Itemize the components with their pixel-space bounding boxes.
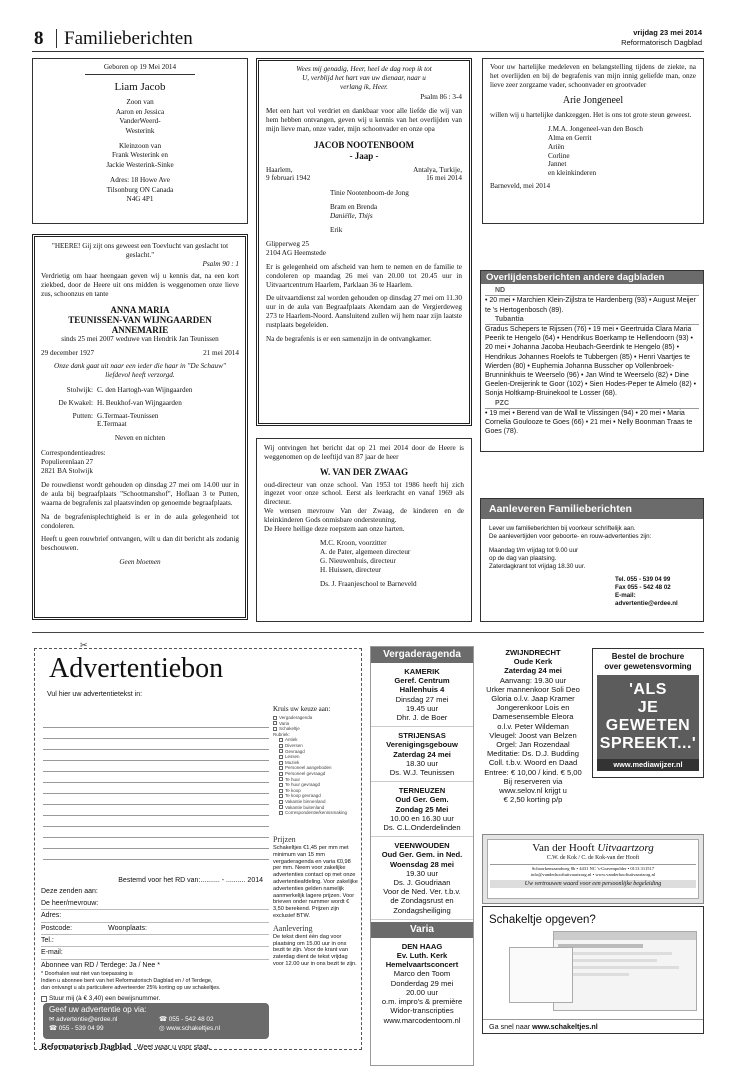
death-notice-nootenboom (256, 58, 472, 426)
choice-schakeltje[interactable]: Schakeltje (273, 726, 359, 732)
deceased-name: ANNA MARIA (110, 304, 170, 315)
family-line: Ariën (548, 142, 565, 151)
text-line: Westerink (125, 126, 155, 135)
choice-varia[interactable]: Varia (273, 721, 359, 727)
company-name: Van der Hooft Uitvaartzorg (532, 842, 654, 854)
choice-box (273, 705, 359, 816)
screenshot-illustration (553, 931, 697, 1011)
scissors-icon: ✂ (80, 640, 88, 650)
choice-diversen[interactable]: Diversen (273, 743, 359, 749)
career-text: oud-directeur van onze school. Van 1953 tot 1986 heeft hij zich ingezet voor onze school. Eerst als leerkracht en vanaf 1969 als directeur. (264, 480, 464, 507)
choice-te-koop[interactable]: Te koop (273, 788, 359, 794)
text-line: Tilsonburg ON Canada (106, 185, 174, 194)
text-line: Aaron en Jessica (115, 107, 165, 116)
choice-vakantie-buitenland[interactable]: Vakantie buitenland (273, 805, 359, 811)
text-line: 2104 AG Heemstede (266, 249, 326, 258)
death-notice-zwaag (256, 438, 472, 622)
death-notice-teunissen (32, 234, 248, 620)
thanks-text: Onze dank gaat uit naar een ieder die haar in "De Schauw" liefdevol heeft verzorgd. (54, 362, 226, 380)
lower-divider (32, 1050, 362, 1051)
page-header (32, 26, 704, 52)
text-line: De aanlevertijden voor geboorte- en rouw-advertenties zijn: (489, 533, 652, 540)
correspondence (41, 449, 239, 475)
paper-label-tubantia: Tubantia (485, 315, 699, 325)
farewell-text: Er is gelegenheid om afscheid van hem te nemen en de familie te condoleren op maandag 26 mei van 20.00 tot 20.45 uur in Uitvaartcentrum Haarlem, Parklaan 36 te Haarlem. (266, 262, 462, 289)
family-line: en kleinkinderen (548, 169, 597, 178)
brochure-cover: 'ALS JE GEWETEN SPREEKT...' (597, 675, 699, 759)
agenda-item: KAMERIK Geref. Centrum Hallenhuis 4 Dinsdag 27 mei 19.45 uur Dhr. J. de Boer (371, 663, 473, 727)
note: * Doorhalen wat niet van toepassing is (41, 971, 133, 978)
quote-reference: Psalm 90 : 1 (202, 259, 239, 268)
thanks-notice-jongeneel (482, 58, 704, 224)
birth-place: Haarlem, (266, 165, 293, 174)
birth-name: Liam Jacob (114, 81, 166, 94)
text-line: Populierenlaan 27 (41, 457, 94, 466)
text-line: Frank Westerink en (112, 151, 168, 160)
family-line: Erik (330, 225, 343, 234)
signer: G. Nieuwenhuis, directeur (320, 556, 396, 565)
note: Indien u abonnee bent van het Reformatorisch Dagblad en / of Terdege, (41, 978, 213, 985)
note: dan ontvangt u als particuliere adverteerder 25% korting op uw schakeltjes. (41, 985, 221, 992)
varia-item: DEN HAAG Ev. Luth. Kerk Hemelvaartsconcert Marco den Toom Donderdag 29 mei 20.00 uur o.m. impro's & première Widor-transcripties www.marcodentoom.nl (381, 941, 463, 1025)
widow-line: sinds 25 mei 2007 weduwe van Hendrik Jan Teunissen (61, 334, 219, 343)
text-line: op de dag van plaatsing. (489, 555, 557, 562)
death-date: 16 mei 2014 (426, 174, 462, 183)
text-line: 2821 BA Stolwijk (41, 466, 93, 475)
screenshot-illustration-2 (509, 947, 573, 1003)
via-phone: ☎ 055 - 539 04 99 (49, 1025, 104, 1032)
birth-date: 9 februari 1942 (266, 174, 311, 183)
delivery-title: Aanlevering (273, 923, 313, 933)
service-text: De rouwdienst wordt gehouden op dinsdag 27 mei om 14.00 uur in de aula bij begraafplaats "Schootmanshof", Hoflaan 3 te Putten, waarna de begrafenis zal plaatsvinden op genoemde begraafplaats. (41, 481, 239, 507)
brochure-title: Bestel de brochure (611, 652, 685, 661)
intro-text: Verdrietig om haar heengaan geven wij u kennis dat, na een kort ziekbed, door de Heere uit ons midden is weggenomen onze lieve zus, schoonzus en tante (41, 272, 239, 298)
relatives (41, 386, 239, 443)
choice-personeel-gevraagd[interactable]: Personeel gevraagd (273, 771, 359, 777)
deceased-nickname: - Jaap - (349, 150, 379, 161)
agenda-item: TERNEUZEN Oud Ger. Gem. Zondag 25 Mei 10.00 en 16.30 uur Ds. C.L.Onderdelinden (371, 782, 473, 837)
verse-reference: Psalm 86 : 3-4 (420, 93, 462, 102)
via-title: Geef uw advertentie op via: (49, 1005, 147, 1014)
place-date: Barneveld, mei 2014 (490, 181, 551, 190)
text-line: Maandag t/m vrijdag tot 9.00 uur (489, 547, 579, 554)
relative-names: H. Beukhof-van Wijngaarden (97, 398, 182, 407)
brochure-ad[interactable] (592, 648, 704, 778)
family-list (330, 189, 462, 234)
family-line: J.M.A. Jongeneel-van den Bosch (548, 125, 644, 134)
signer: A. de Pater, algemeen directeur (320, 548, 411, 557)
birth-announcement (32, 58, 248, 224)
dates-row (266, 166, 462, 184)
choice-vergaderagenda[interactable]: Vergaderagenda (273, 715, 359, 721)
bible-verse: Wees mij genadig, Heer, heel de dag roep ik tot U, verblijd het hart van uw dienaar, naar u verlang ik, Heer. (296, 65, 432, 91)
signer: H. Huissen, directeur (320, 565, 382, 574)
divider (85, 74, 195, 75)
schakeltje-cta[interactable]: Ga snel naar www.schakeltjes.nl (483, 1019, 703, 1033)
address-form (41, 875, 269, 1003)
prices-box (273, 835, 359, 968)
text-line: Correspondentieadres: (41, 448, 106, 457)
funeral-service-ad (482, 834, 704, 904)
name-field[interactable]: De heer/mevrouw: (41, 898, 269, 910)
birth-date: 29 december 1927 (41, 348, 95, 357)
signers (320, 539, 464, 588)
text-line: Zoon van (126, 98, 154, 107)
family-line: Bram en Brenda (330, 202, 378, 211)
prices-title: Prijzen (273, 835, 296, 844)
via-fax: ☎ 055 - 542 48 02 (159, 1016, 214, 1023)
address: Schoorkenszandweg 8b • 4431 NC 's-Gravenpolder • 0113 311517 (490, 864, 696, 872)
coupon-title: Advertentiebon (49, 653, 224, 684)
address (266, 240, 462, 258)
fax: Fax 055 - 542 48 02 (615, 584, 671, 591)
via-web[interactable]: ◎ www.schakeltjes.nl (159, 1025, 220, 1032)
intro-text: Voor uw hartelijke medeleven en belangstelling tijdens de ziekte, na het overlijden en bij de begrafenis van mijn innig geliefde man, onze lieve zeer zorgzame vader, schoonvader en grootvader (490, 63, 696, 89)
choice-lessen[interactable]: Lessen (273, 754, 359, 760)
wishes-text: We wensen mevrouw Van der Zwaag, de kinderen en de kleinkinderen Gods onmisbare ondersteuning. (264, 506, 464, 524)
family-line: Corline (548, 151, 570, 160)
section-title: Vergaderagenda (371, 647, 473, 663)
deceased-name: JACOB NOOTENBOOM (313, 139, 415, 150)
send-to-label: Deze zenden aan: (41, 888, 98, 896)
death-date: 21 mei 2014 (203, 348, 239, 357)
bible-quote: "HEERE! Gij zijt ons geweest een Toevlucht van geslacht tot geslacht." (51, 242, 229, 259)
agenda-item: VEENWOUDEN Oud Ger. Gem. in Ned. Woensdag 28 mei 19.30 uur Ds. J. Goudriaan Voor de Ned. Ver. t.b.v. de Zondagsrust en Zondagsheiliging (371, 837, 473, 920)
text-line: Zaterdagkrant tot vrijdag 18.30 uur. (489, 563, 586, 570)
subscriber-field[interactable]: Abonnee van RD / Terdege: Ja / Nee * (41, 961, 160, 969)
paper-label-nd: ND (485, 286, 699, 296)
intro-text: Wij ontvingen het bericht dat op 21 mei 2014 door de Heere is weggenomen op de leeftijd van 87 jaar de heer (264, 444, 464, 461)
text-line: Glipperweg 25 (266, 240, 309, 249)
family-line: Alma en Gerrit (548, 133, 592, 142)
no-flowers: Geen bloemen (119, 557, 161, 566)
varia-title: Varia (371, 922, 473, 938)
thanks-text: willen wij u hartelijke dankzeggen. Het is ons tot grote steun geweest. (490, 111, 692, 120)
choice-gevraagd[interactable]: Gevraagd (273, 749, 359, 755)
email-field[interactable]: E-mail: (41, 947, 269, 959)
obituaries-other-papers (480, 270, 704, 452)
choice-correspondentie[interactable]: Correspondentie/kennismaking (273, 810, 359, 816)
choice-rubriek: Rubriek: (273, 731, 290, 737)
choice-vakantie-binnenland[interactable]: Vakantie binnenland (273, 799, 359, 805)
deceased-callname: ANNEMARIE (111, 324, 169, 335)
via-email[interactable]: ✉ advertentie@erdee.nl (49, 1016, 118, 1023)
delivery-text: De tekst dient één dag voor plaatsing om 15.00 uur in ons bezit te zijn. Voor de krant van zaterdag dient de tekst vrijdag voor 12.00 uur in ons bezit te zijn. (273, 933, 357, 967)
brochure-subtitle: over gewetensvorming (604, 662, 692, 671)
signer: M.C. Kroon, voorzitter (320, 539, 387, 548)
deceased-surname: TEUNISSEN-VAN WIJNGAARDEN (68, 314, 212, 325)
choice-te-huur-gevraagd[interactable]: Te huur gevraagd (273, 782, 359, 788)
birth-lines (39, 98, 241, 204)
paper-label-pzc: PZC (485, 399, 699, 409)
family-line: Daniëlle, Thijs (330, 211, 373, 220)
paper-text-pzc: • 19 mei • Berend van de Wall te Vlissingen (94) • 20 mei • Maria Cornelia Goulooze te Goes (66) • 21 mei • Nelly Boonman Traas te Goes (78). (485, 409, 693, 436)
notice-text: Heeft u geen rouwbrief ontvangen, wilt u dan dit bericht als zodanig beschouwen. (41, 535, 239, 553)
brochure-link[interactable]: www.mediawijzer.nl (597, 759, 699, 771)
text-line: Adres: 18 Howe Ave (110, 176, 170, 185)
death-place: Antalya, Turkije, (413, 165, 462, 174)
choice-title: Kruis uw keuze aan: (273, 705, 331, 713)
relative-names: C. den Hartogh-van Wijngaarden (97, 385, 193, 394)
intro-text: Met een hart vol verdriet en dankbaar voor alle liefde die wij van hem hebben ontvangen, geven wij u kennis van het overlijden van mijn lieve man, onze vader, mijn schoonvader en onze opa (266, 107, 462, 133)
email-link[interactable]: E-mail: advertentie@erdee.nl (615, 592, 678, 607)
place: De Kwakel: (58, 398, 93, 407)
slogan: Weet waar u voor staat. (136, 1044, 211, 1051)
choice-te-koop-gevraagd[interactable]: Te koop gevraagd (273, 793, 359, 799)
slogan: Uw vertrouwen waard voor een persoonlijke begeleiding (490, 880, 696, 888)
brand-logo: Reformatorisch Dagblad (41, 1041, 131, 1051)
text-line: Kleinzoon van (118, 142, 162, 151)
section-title: Overlijdensberichten andere dagbladen (481, 271, 703, 284)
page-number: 8 (34, 28, 44, 49)
page-title: Familieberichten (64, 28, 193, 49)
header-date: vrijdag 23 mei 2014 (633, 28, 702, 37)
section-title: Aanleveren Familieberichten (481, 499, 703, 519)
postcode-city-field[interactable]: Postcode: Woonplaats: (41, 923, 269, 935)
text-line: Lever uw familieberichten bij voorkeur schriftelijk aan. (489, 525, 636, 532)
prices-text: Schakeltjes €1,45 per mm met minimum van 15 mm vergaderagenda en varia €0,98 per mm. Neem voor zakelijke advertenties contact op met onze advertentieafdeling. Voor zakelijke advertenties gelden namelijk aanmerkelijk lagere prijzen. Voor brieven onder nummer wordt € 3,50 berekend. Prijzen zijn exclusief BTW. (273, 845, 358, 919)
website[interactable]: info@vanderhooftuitvaartzorg.nl • www.vanderhooftuitvaartzorg.nl (530, 872, 656, 878)
owners: C.W. de Kok / C. de Kok-van der Hooft (546, 855, 640, 861)
proof-copy-checkbox[interactable]: Stuur mij (à € 3,40) een bewijsnummer. (41, 994, 269, 1003)
choice-te-huur[interactable]: Te huur (273, 777, 359, 783)
ad-text-lines[interactable] (43, 717, 269, 860)
concert-zwijndrecht: ZWIJNDRECHT Oude Kerk Zaterdag 24 mei Aanvang: 19.30 uur Urker mannenkoor Soli Deo Gloria o.l.v. Jaap Kramer Jongerenkoor Lois en Damesensemble Eleora o.l.v. Peter Wildeman Vleugel: Joost van Belzen Orgel: Jan Rozendaal Meditatie: Ds. D.J. Budding Coll. t.b.v. Woord en Daad Entree: € 10,00 / kind. € 5,00 Bij reserveren via www.selov.nl krijgt u € 2,50 korting p/p (484, 648, 582, 805)
agenda-item: STRIJENSAS Verenigingsgebouw Zaterdag 24 mei 18.30 uur Ds. W.J. Teunissen (371, 727, 473, 782)
relative-names: G.Termaat-Teunissen E.Termaat (97, 411, 159, 429)
phone-field[interactable]: Tel.: (41, 935, 269, 947)
nephews: Neven en nichten (114, 434, 166, 443)
dates-row (41, 349, 239, 358)
submission-info (480, 498, 704, 622)
birth-date: Geboren op 19 Mei 2014 (103, 63, 177, 71)
choice-muziek[interactable]: Muziek (273, 760, 359, 766)
phone[interactable]: Tel. 055 - 539 04 99 (615, 576, 671, 583)
choice-antiek[interactable]: Antiek (273, 737, 359, 743)
choice-personeel-aangeboden[interactable]: Personeel aangeboden (273, 765, 359, 771)
service-text: De uitvaartdienst zal worden gehouden op dinsdag 27 mei om 11.30 uur in de aula van Begraafplaats Akendam aan de Vergierdeweg 273 te Haarlem-Noord. Aansluitend zullen wij hem naar zijn laatste rustplaats begeleiden. (266, 294, 462, 329)
submit-via-box (43, 1003, 269, 1039)
school-name: Ds. J. Fraanjeschool te Barneveld (320, 579, 417, 588)
ad-coupon (34, 648, 362, 1050)
bestemd-field[interactable]: Bestemd voor het RD van:.......... - .......... 2014 (118, 877, 263, 884)
header-newspaper: Reformatorisch Dagblad (621, 38, 702, 47)
deceased-name: W. VAN DER ZWAAG (319, 466, 409, 477)
deceased-name: Arie Jongeneel (562, 95, 624, 107)
text-line: VanderWeerd- (119, 117, 161, 126)
section-divider (32, 632, 704, 633)
place: Stolwijk: (66, 385, 93, 394)
gathering-text: Na de begrafenis is er een samenzijn in de ontvangkamer. (266, 334, 432, 343)
schakeltje-ad[interactable] (482, 906, 704, 1034)
coupon-subtitle: Vul hier uw advertentietekst in: (47, 691, 143, 698)
text-line: N4G 4P1 (126, 195, 154, 204)
paper-text-tubantia: Gradus Schepers te Rijssen (76) • 19 mei • Geertruida Clara Maria Peerik te Hengelo (64) • Hendrikus Boerkamp te Hellendoorn (93) • 20 mei • Johanna Jacoba Heubach-Geerdink te Hengelo (85) • Hendrikus Johannes Roelofs te Tubbergen (85) • Henri Vaartjes te Wierden (80) • Euphemia Johanna Busscher op Vollenbroek-Brunninkhuis te Weerselo (96) • Jan Wind te Weerselo (82) • Dine Geelen-Dreijerink te Goor (102) • Sien Hodes-Peper te Almelo (82) • Sonja Holtkamp-Bruinekool te Losser (68). (485, 326, 697, 398)
address-field[interactable]: Adres: (41, 910, 269, 922)
condolence-text: Na de begrafenisplechtigheid is er in de aula gelegenheid tot condoleren. (41, 512, 239, 530)
meeting-agenda (370, 646, 474, 1066)
text-line: Jackie Westerink-Sinke (106, 160, 174, 169)
paper-text-nd: • 20 mei • Marchien Klein-Zijlstra te Hardenberg (93) • August Meijer te 's Hertogenbosch (89). (485, 297, 696, 314)
family-list (548, 125, 696, 178)
place: Putten: (72, 411, 93, 420)
schakeltje-title: Schakeltje opgeven? (489, 914, 596, 926)
family-line: Jannet (548, 160, 567, 169)
header-divider (56, 29, 57, 48)
prayer-text: De Heere heilige deze roepstem aan onze harten. (264, 524, 405, 533)
family-line: Tinie Nootenboom-de Jong (330, 189, 409, 198)
